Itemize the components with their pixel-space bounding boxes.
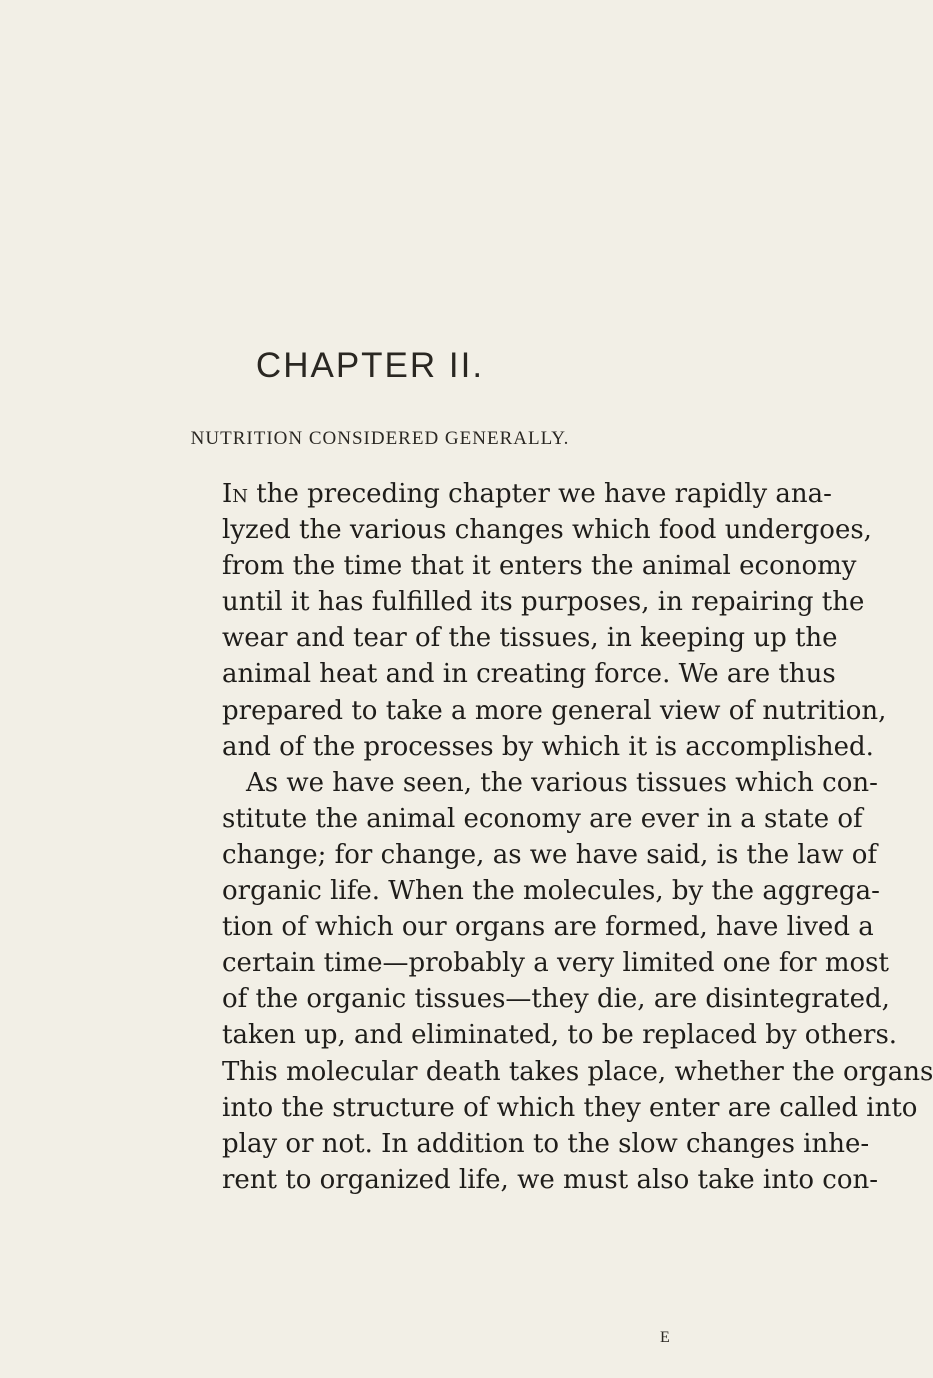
paragraph-2-line: organic life. When the molecules, by the aggrega- (222, 876, 880, 907)
paragraph-2-line: into the structure of which they enter are called into (222, 1092, 918, 1123)
paragraph-2-line: taken up, and eliminated, to be replaced by others. (222, 1020, 898, 1051)
paragraph-1-line: wear and tear of the tissues, in keeping up the (222, 623, 838, 654)
body-text (222, 476, 933, 1198)
paragraph-2-line: This molecular death takes place, whether the organs (222, 1056, 933, 1087)
paragraph-1-line-1 (222, 476, 832, 512)
paragraph-1-line: prepared to take a more general view of nutrition, (222, 695, 887, 726)
paragraph-2-line: tion of which our organs are formed, have lived a (222, 912, 874, 943)
paragraph-2-line: stitute the animal economy are ever in a state of (222, 803, 863, 834)
signature-mark: E (660, 1329, 670, 1346)
first-line-text: the preceding chapter we have rapidly ana- (256, 479, 832, 509)
paragraph-1-line: lyzed the various changes which food undergoes, (222, 515, 872, 546)
paragraph-1-line: from the time that it enters the animal economy (222, 551, 857, 582)
paragraph-2-line: play or not. In addition to the slow changes inhe- (222, 1128, 870, 1159)
paragraph-2-line: change; for change, as we have said, is the law of (222, 839, 878, 870)
section-heading: NUTRITION CONSIDERED GENERALLY. (190, 428, 570, 449)
paragraph-2-line: As we have seen, the various tissues which con- (246, 767, 878, 798)
paragraph-1-line: and of the processes by which it is accomplished. (222, 731, 874, 762)
paragraph-2-line: rent to organized life, we must also take into con- (222, 1164, 879, 1195)
chapter-title: CHAPTER II. (255, 346, 485, 385)
paragraph-1-line: until it has fulfilled its purposes, in repairing the (222, 587, 865, 618)
paragraph-2-line: of the organic tissues—they die, are disintegrated, (222, 984, 890, 1015)
lead-word: In (222, 479, 249, 509)
paragraph-2-line: certain time—probably a very limited one for most (222, 948, 889, 979)
paragraph-1-line: animal heat and in creating force. We are thus (222, 659, 836, 690)
